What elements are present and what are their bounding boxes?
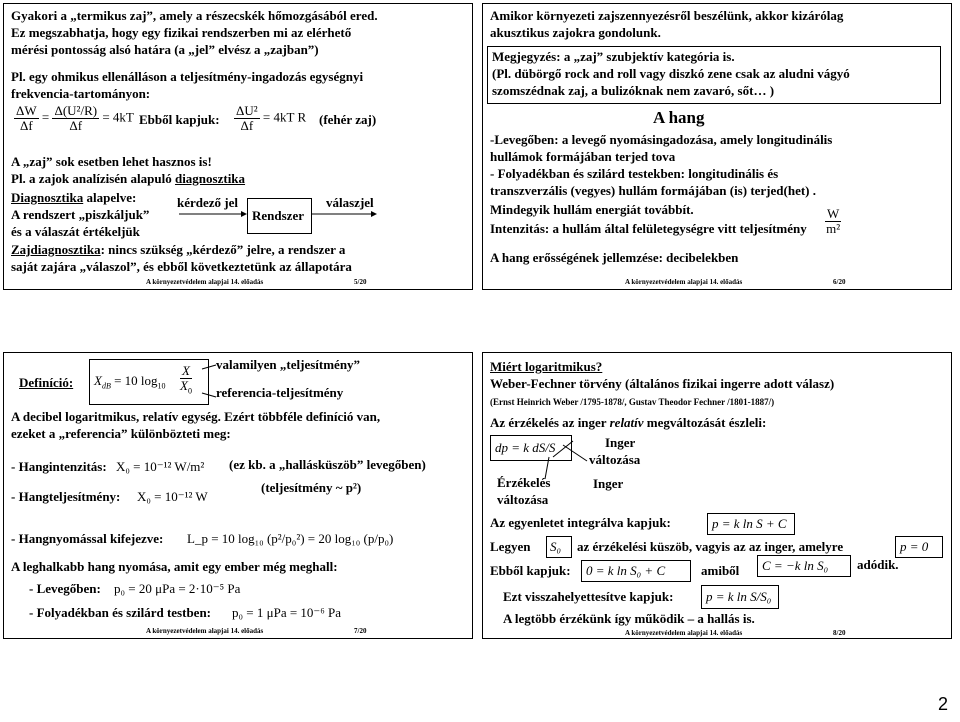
s6-heading: A hang (653, 108, 705, 127)
s7-ht-note: (teljesítmény ~ p²) (261, 480, 362, 495)
s6-p1: -Levegőben: a levegő nyomásingadozása, amely longitudinális (490, 132, 833, 147)
s6-p3: - Folyadékban és szilárd testekben: longitudinális és (490, 166, 779, 181)
s7-hi-formula: X₀ = 10⁻¹² W/m² (116, 459, 205, 474)
s5-ebbol: Ebből kapjuk: (139, 112, 220, 127)
s8-l2: Weber-Fechner törvény (általános fizikai ingerre adott válasz) (490, 376, 835, 391)
slide-7 (3, 352, 473, 639)
s6-p2: hullámok formájában terjed tova (490, 149, 676, 164)
s8-inger1: Inger (605, 435, 636, 450)
s5-formula-left: $\frac{\Delta W}{\Delta f}$ = $\frac{\text{Δ(U²/R)}}{\Delta f}$ = 4kT (16, 103, 134, 133)
slide-5 (3, 3, 473, 290)
s8-f2: p = k ln S + C (712, 516, 787, 531)
s8-f5: p = k ln S/S₀ (706, 589, 772, 604)
s6-p6: Intenzitás: a hullám által felületegységre vitt teljesítmény (490, 221, 807, 236)
s8-p0: p = 0 (900, 539, 929, 554)
s6-box-l2: (Pl. dübörgő rock and roll vagy diszkó zene csak az aludni vágyó (492, 66, 850, 81)
s8-l6-mid: az érzékelési küszöb, vagyis az az inger, amelyre (577, 539, 844, 554)
s6-unit: $\frac{W}{\text{m²}}$ (826, 206, 841, 236)
s7-ht-label: - Hangteljesítmény: (11, 489, 121, 504)
s8-l8: Ezt visszahelyettesítve kapjuk: (503, 589, 674, 604)
s8-f1: dp = k dS/S (495, 440, 556, 455)
s8-l4: Az érzékelés az inger relatív megváltozását észleli: (490, 415, 767, 430)
s5-page: 5/20 (354, 278, 367, 286)
s5-line3: mérési pontosság alsó határa (a „jel” elvész a „zajban”) (11, 42, 319, 57)
s5-line7: Pl. a zajok analízisén alapuló diagnosztika (11, 171, 246, 186)
page-number: 2 (938, 694, 949, 714)
s8-page: 8/20 (833, 629, 846, 637)
s5-line6: A „zaj” sok esetben lehet hasznos is! (11, 154, 212, 169)
s7-hi-label: - Hangintenzitás: (11, 459, 107, 474)
s6-note-box (487, 46, 941, 104)
s8-valtozasa1: változása (589, 452, 641, 467)
s5-system-box (247, 198, 312, 234)
s8-amibol: amiből (701, 563, 740, 578)
s8-f3-box (581, 560, 691, 582)
s7-def-fraction: $\frac{X}{X_0}$ (180, 363, 192, 396)
s7-lev-label: - Levegőben: (29, 581, 101, 596)
s5-diag-l2: A rendszert „piszkáljuk” (11, 207, 150, 222)
s7-page: 7/20 (354, 627, 367, 635)
s7-note2: referencia-teljesítmény (216, 385, 344, 400)
s8-f4: C = −k ln S₀ (762, 558, 829, 573)
s7-hny-formula: L_p = 10 log₁₀ (p²/p₀²) = 20 log₁₀ (p/p₀) (187, 531, 394, 546)
s8-l5: Az egyenletet integrálva kapjuk: (490, 515, 671, 530)
s8-f3: 0 = k ln S₀ + C (586, 563, 666, 578)
s8-p0-box (895, 536, 943, 558)
s5-formula-right: $\frac{\text{ΔU²}}{\Delta f}$ = 4kT R (236, 103, 307, 133)
s5-diag-l3: és a válaszát értékeljük (11, 224, 140, 239)
s6-l2: akusztikus zajokra gondolunk. (490, 25, 661, 40)
s5-zaj-l2: saját zajára „válaszol”, és ebből következtetünk az állapotára (11, 259, 352, 274)
s8-adodik: adódik. (857, 557, 899, 572)
s8-l9: A legtöbb érzékünk így működik – a hallás is. (503, 611, 755, 626)
s7-l3: A leghalkabb hang nyomása, amit egy ember még meghall: (11, 559, 338, 574)
s6-p7: A hang erősségének jellemzése: decibelekben (490, 250, 739, 265)
s5-footer: A környezetvédelem alapjai 14. előadás (146, 278, 264, 286)
s5-white-noise: (fehér zaj) (319, 112, 377, 127)
s5-diag-title: Diagnosztika alapelve: (11, 190, 137, 205)
s8-f4-box (757, 555, 851, 577)
s6-footer: A környezetvédelem alapjai 14. előadás (625, 278, 743, 286)
s5-line4: Pl. egy ohmikus ellenálláson a teljesítmény-ingadozás egységnyi (11, 69, 364, 84)
s7-l2: ezeket a „referencia” különbözteti meg: (11, 426, 231, 441)
s5-kerdo-label: kérdező jel (177, 195, 239, 210)
s7-foly-label: - Folyadékban és szilárd testben: (29, 605, 211, 620)
s7-foly-formula: p₀ = 1 μPa = 10⁻⁶ Pa (232, 605, 342, 620)
s7-note1: valamilyen „teljesítmény” (216, 357, 361, 372)
s8-inger2: Inger (593, 476, 624, 491)
s7-hi-note: (ez kb. a „hallásküszöb” levegőben) (229, 457, 426, 472)
s6-box-l1: Megjegyzés: a „zaj” szubjektív kategória is. (492, 49, 735, 64)
s5-line5: frekvencia-tartományon: (11, 86, 151, 101)
s8-f5-box (701, 585, 779, 609)
s8-pointer-lines (543, 435, 593, 481)
s7-lev-formula: p₀ = 20 μPa = 2·10⁻⁵ Pa (114, 581, 241, 596)
slide-6 (482, 3, 952, 290)
s8-l7: Ebből kapjuk: (490, 563, 571, 578)
s8-l1: Miért logaritmikus? (490, 359, 603, 374)
s7-ht-formula: X₀ = 10⁻¹² W (137, 489, 208, 504)
s7-l1: A decibel logaritmikus, relatív egység. Ezért többféle definíció van, (11, 409, 381, 424)
s8-s0: S₀ (550, 539, 562, 554)
s5-line2: Ez megszabhatja, hogy egy fizikai rendszerben mi az elérhető (11, 25, 352, 40)
s6-box-l3: szomszédnak zaj, a bulizóknak nem zavaró, sőt… ) (492, 83, 775, 98)
s5-zaj-l1: Zajdiagnosztika: nincs szükség „kérdező” jelre, a rendszer a (11, 242, 346, 257)
s7-def-formula (89, 359, 209, 405)
s6-page: 6/20 (833, 278, 846, 286)
s5-line1: Gyakori a „termikus zaj”, amely a részecskék hőmozgásából ered. (11, 8, 378, 23)
s8-l3: (Ernst Heinrich Weber /1795-1878/, Gustav Theodor Fechner /1801-1887/) (490, 397, 775, 407)
s8-s0-box (546, 536, 572, 558)
s5-rendszer: Rendszer (252, 208, 304, 223)
slide-8 (482, 352, 952, 639)
s8-footer: A környezetvédelem alapjai 14. előadás (625, 629, 743, 637)
s6-l1: Amikor környezeti zajszennyezésről beszélünk, akkor kizárólag (490, 8, 844, 23)
s6-p5: Mindegyik hullám energiát továbbít. (490, 202, 694, 217)
s8-valtozasa2: változása (497, 492, 549, 507)
s6-p4: transzverzális (vegyes) hullám formájában (is) terjed(het) . (490, 183, 817, 198)
s8-l6-pre: Legyen (490, 539, 531, 554)
s7-footer: A környezetvédelem alapjai 14. előadás (146, 627, 264, 635)
s8-erzekeles: Érzékelés (497, 475, 551, 490)
s5-valasz-label: válaszjel (326, 195, 374, 210)
s7-def-label: Definíció: (19, 375, 74, 390)
s7-def-expr: $X_{dB} = 10$ $\log_{10}$ (94, 373, 166, 391)
s8-f2-box (707, 513, 795, 535)
s7-hny-label: - Hangnyomással kifejezve: (11, 531, 164, 546)
